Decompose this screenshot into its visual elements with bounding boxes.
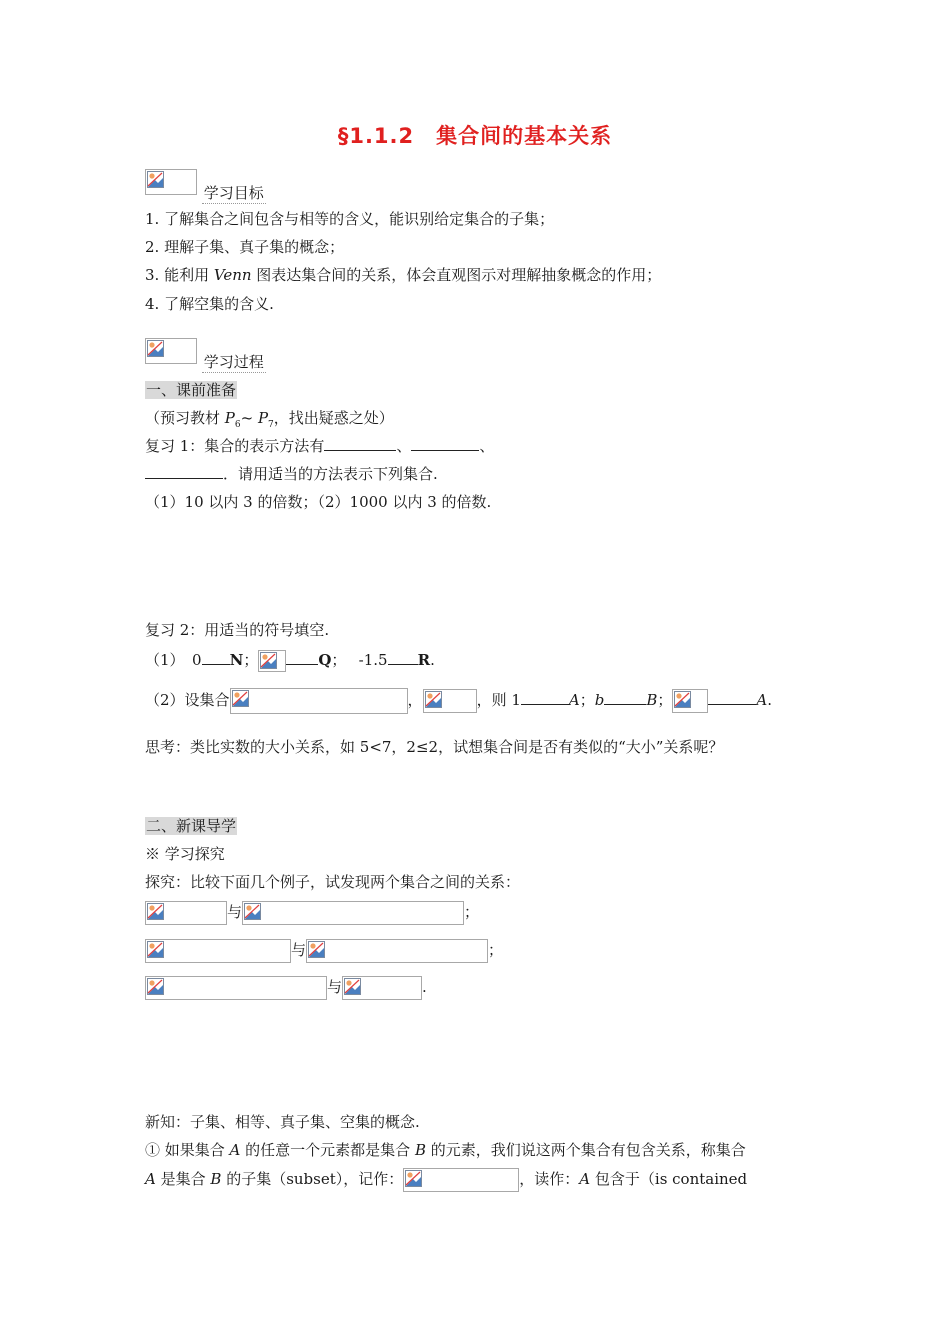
broken-image-icon xyxy=(342,976,422,1000)
goal-item: 4. 了解空集的含义. xyxy=(145,295,274,313)
definition-line: A 是集合 B 的子集（subset），记作： ，读作：A 包含于（is contained xyxy=(145,1168,747,1192)
broken-image-icon xyxy=(145,976,327,1000)
example-row: 与 ； xyxy=(145,901,479,925)
section-heading-goals xyxy=(145,169,266,202)
fill-blank[interactable] xyxy=(411,436,479,451)
review-2: 复习 2：用适当的符号填空. xyxy=(145,621,330,639)
broken-image-icon xyxy=(672,689,708,713)
example-row: 与 . xyxy=(145,976,427,1000)
goal-item: 1. 了解集合之间包含与相等的含义，能识别给定集合的子集； xyxy=(145,210,555,228)
broken-image-icon xyxy=(145,338,197,364)
broken-image-icon xyxy=(230,688,408,714)
example-row: 与 ； xyxy=(145,939,503,963)
review-2-item2: （2）设集合 ， ，则 1 A；b B； A. xyxy=(145,688,772,714)
broken-image-icon xyxy=(258,650,286,672)
fill-blank[interactable] xyxy=(324,436,396,451)
review-1-question: （1）10 以内 3 的倍数；（2）1000 以内 3 的倍数. xyxy=(145,493,492,511)
section-heading-text: 学习过程 xyxy=(203,353,264,371)
preview-note: （预习教材 $P_6\sim$ $P_7$，找出疑惑之处） xyxy=(145,409,394,430)
review-2-item1: （1） 0 N； Q； -1.5 R. xyxy=(145,650,435,672)
fill-blank[interactable] xyxy=(708,690,756,705)
broken-image-icon xyxy=(423,689,477,713)
fill-blank[interactable] xyxy=(388,650,418,665)
sub-heading: ※ 学习探究 xyxy=(145,845,225,863)
new-knowledge: 新知：子集、相等、真子集、空集的概念. xyxy=(145,1113,420,1131)
broken-image-icon xyxy=(145,901,227,925)
fill-blank[interactable] xyxy=(202,650,230,665)
broken-image-icon xyxy=(145,169,197,195)
section-heading-process xyxy=(145,338,266,371)
broken-image-icon xyxy=(306,939,488,963)
fill-blank[interactable] xyxy=(286,650,318,665)
broken-image-icon xyxy=(403,1168,519,1192)
fill-blank[interactable] xyxy=(521,690,569,705)
review-1: 复习 1：集合的表示方法有 、 、 xyxy=(145,437,495,455)
part-heading: 一、课前准备 xyxy=(146,381,237,399)
definition-line: ① 如果集合 A 的任意一个元素都是集合 B 的元素，我们说这两个集合有包含关系，称集合 xyxy=(145,1141,746,1159)
broken-image-icon xyxy=(145,939,291,963)
broken-image-icon xyxy=(242,901,464,925)
section-heading-text: 学习目标 xyxy=(203,184,264,202)
goal-item: 3. 能利用 Venn 图表达集合间的关系，体会直观图示对理解抽象概念的作用； xyxy=(145,266,662,284)
think-question: 思考：类比实数的大小关系，如 5<7，2≤2，试想集合间是否有类似的“大小”关系呢？ xyxy=(145,738,724,756)
explore-text: 探究：比较下面几个例子，试发现两个集合之间的关系： xyxy=(145,873,521,891)
goal-item: 2. 理解子集、真子集的概念； xyxy=(145,238,345,256)
fill-blank[interactable] xyxy=(145,464,223,479)
fill-blank[interactable] xyxy=(604,690,646,705)
part-heading: 二、新课导学 xyxy=(146,817,237,835)
review-1-cont: ．请用适当的方法表示下列集合. xyxy=(145,464,438,484)
page-title: §1.1.2 集合间的基本关系 xyxy=(337,124,613,148)
